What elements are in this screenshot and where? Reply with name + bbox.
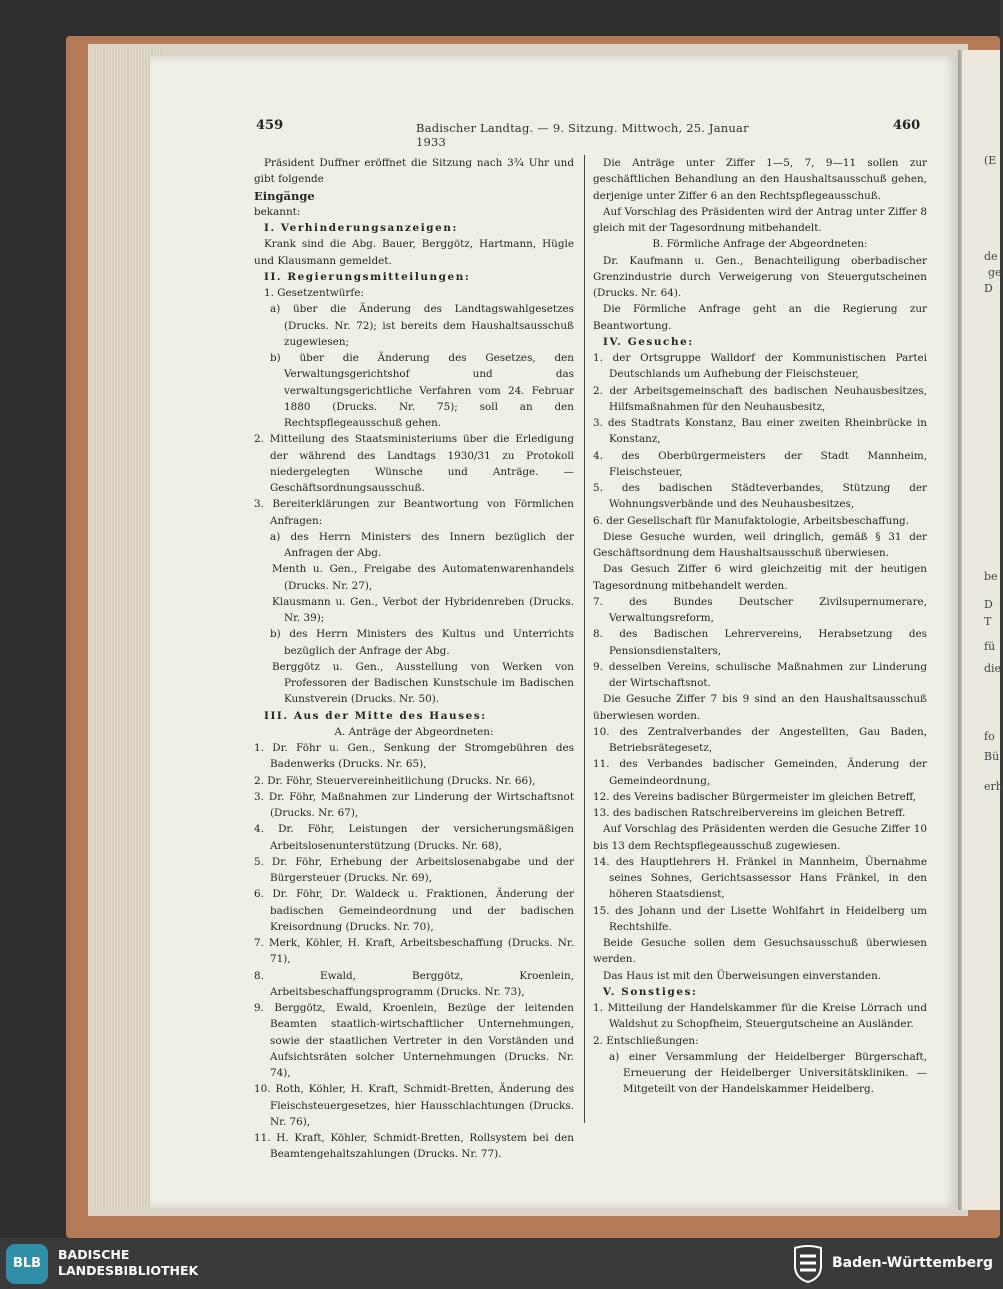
next-page-text: D xyxy=(984,598,993,611)
next-page-fragment xyxy=(962,50,1003,1210)
next-page-text: T xyxy=(984,615,992,628)
paragraph: Dr. Kaufmann u. Gen., Benachteiligung oberbadischer Grenzindustrie durch Verweigerung von Steuergutscheinen (Drucks. Nr. 64). xyxy=(593,254,927,299)
paragraph: 13. des badischen Ratschreibervereins im gleichen Betreff. xyxy=(593,807,906,819)
paragraph: Krank sind die Abg. Bauer, Berggötz, Hartmann, Hügle und Klausmann gemeldet. xyxy=(254,238,574,267)
paragraph: 5. des badischen Städteverbandes, Stützung der Wohnungsverbände und des Neuhausbesitzes, xyxy=(593,482,927,511)
paragraph: 1. Dr. Föhr u. Gen., Senkung der Stromgebühren des Badenwerks (Drucks. Nr. 65), xyxy=(254,742,574,771)
running-header: Badischer Landtag. — 9. Sitzung. Mittwoch, 25. Januar 1933 xyxy=(416,121,749,149)
paragraph: 6. der Gesellschaft für Manufaktologie, Arbeitsbeschaffung. xyxy=(593,514,909,527)
paragraph: Präsident Duffner eröffnet die Sitzung nach 3¾ Uhr und gibt folgende xyxy=(254,157,574,186)
paragraph: I. Verhinderungsanzeigen: xyxy=(264,222,458,234)
next-page-text: die xyxy=(984,662,1002,675)
paragraph: B. Förmliche Anfrage der Abgeordneten: xyxy=(652,238,868,251)
paragraph: II. Regierungsmitteilungen: xyxy=(264,270,471,283)
left-column xyxy=(254,155,574,1163)
paragraph: Klausmann u. Gen., Verbot der Hybridenreben (Drucks. Nr. 39); xyxy=(272,595,574,624)
paragraph: 2. Dr. Föhr, Steuervereinheitlichung (Drucks. Nr. 66), xyxy=(254,774,536,787)
paragraph: 10. des Zentralverbandes der Angestellten, Gau Baden, Betriebsrätegesetz, xyxy=(593,725,927,754)
paragraph: Auf Vorschlag des Präsidenten wird der Antrag unter Ziffer 8 gleich mit der Tagesordnung mitbehandelt. xyxy=(593,205,927,234)
paragraph: 8. Ewald, Berggötz, Kroenlein, Arbeitsbeschaffungsprogramm (Drucks. Nr. 73), xyxy=(254,969,574,998)
next-page-text: Bü xyxy=(984,750,1000,763)
blb-logo[interactable]: BLB xyxy=(6,1244,48,1284)
paragraph: 14. des Hauptlehrers H. Fränkel in Mannheim, Übernahme seines Sohnes, Gerichtsassessor Hans Fränkel, in den höheren Staatsdienst, xyxy=(593,855,927,901)
paragraph: Menth u. Gen., Freigabe des Automatenwarenhandels (Drucks. Nr. 27), xyxy=(272,563,574,592)
paragraph: 1. Gesetzentwürfe: xyxy=(264,287,364,299)
library-name-line2: LANDESBIBLIOTHEK xyxy=(58,1263,199,1278)
paragraph: 3. des Stadtrats Konstanz, Bau einer zweiten Rheinbrücke in Konstanz, xyxy=(593,417,927,446)
paragraph: 15. des Johann und der Lisette Wohlfahrt in Heidelberg um Rechtshilfe. xyxy=(593,904,927,933)
column-divider xyxy=(584,155,585,1123)
paragraph: 5. Dr. Föhr, Erhebung der Arbeitslosenabgabe und der Bürgersteuer (Drucks. Nr. 69), xyxy=(254,855,574,884)
paragraph: 11. des Verbandes badischer Gemeinden, Änderung der Gemeindeordnung, xyxy=(593,758,927,787)
paragraph: 1. der Ortsgruppe Walldorf der Kommunistischen Partei Deutschlands um Aufhebung der Fleischsteuer, xyxy=(593,352,927,381)
paragraph: 1. Mitteilung der Handelskammer für die Kreise Lörrach und Waldshut zu Schopfheim, Steuergutscheine an Ausländer. xyxy=(593,1002,927,1031)
next-page-text: be xyxy=(984,570,998,583)
paragraph: b) über die Änderung des Gesetzes, den Verwaltungsgerichtshof und das verwaltungsgerichtliche Verfahren vom 24. Februar 1880 (Drucks. Nr. 75); soll an den Rechtspflegeausschuß gehen. xyxy=(270,352,574,429)
paragraph: A. Anträge der Abgeordneten: xyxy=(334,725,494,738)
next-page-text: fo xyxy=(984,730,995,743)
library-name xyxy=(58,1247,198,1279)
right-column xyxy=(593,155,927,1098)
library-name-line1: BADISCHE xyxy=(58,1247,130,1262)
paragraph: 2. Mitteilung des Staatsministeriums über die Erledigung der während des Landtags 1930/31 zu Protokoll niedergelegten Wünsche und Anträge. — Geschäftsordnungsausschuß. xyxy=(254,433,574,494)
paragraph: Das Haus ist mit den Überweisungen einverstanden. xyxy=(603,969,882,982)
paragraph: a) des Herrn Ministers des Innern bezüglich der Anfragen der Abg. xyxy=(270,530,574,559)
paragraph: Beide Gesuche sollen dem Gesuchsausschuß überwiesen werden. xyxy=(593,937,927,966)
paragraph: 4. des Oberbürgermeisters der Stadt Mannheim, Fleischsteuer, xyxy=(593,449,927,478)
paragraph: 10. Roth, Köhler, H. Kraft, Schmidt-Bretten, Änderung des Fleischsteuergesetzes, hier Hausschlachtungen (Drucks. Nr. 76), xyxy=(254,1083,574,1128)
paragraph: 4. Dr. Föhr, Leistungen der versicherungsmäßigen Arbeitslosenunterstützung (Drucks. Nr. 68), xyxy=(254,823,574,852)
bw-coat-of-arms-icon xyxy=(792,1244,824,1284)
paragraph: IV. Gesuche: xyxy=(603,335,694,348)
page-number-left: 459 xyxy=(256,118,284,133)
paragraph: Die Anträge unter Ziffer 1—5, 7, 9—11 sollen zur geschäftlichen Behandlung an den Haushaltsausschuß gehen, derjenige unter Ziffer 6 an den Rechtspflegeausschuß. xyxy=(593,157,927,202)
paragraph: 11. H. Kraft, Köhler, Schmidt-Bretten, Rollsystem bei den Beamtengehaltszahlungen (Drucks. Nr. 77). xyxy=(254,1132,574,1161)
next-page-text: de xyxy=(984,250,998,263)
paragraph: Die Gesuche Ziffer 7 bis 9 sind an den Haushaltsausschuß überwiesen worden. xyxy=(593,693,927,722)
paragraph: V. Sonstiges: xyxy=(603,985,698,998)
state-name: Baden-Württemberg xyxy=(832,1255,994,1271)
paragraph: 2. der Arbeitsgemeinschaft des badischen Neuhausbesitzes, Hilfsmaßnahmen für den Neuhausbesitz, xyxy=(593,384,927,413)
paragraph: 3. Bereiterklärungen zur Beantwortung von Förmlichen Anfragen: xyxy=(254,498,574,527)
paragraph: 3. Dr. Föhr, Maßnahmen zur Linderung der Wirtschaftsnot (Drucks. Nr. 67), xyxy=(254,790,574,819)
paragraph: 8. des Badischen Lehrervereins, Herabsetzung des Pensionsdienstalters, xyxy=(593,628,927,657)
paragraph: 9. Berggötz, Ewald, Kroenlein, Bezüge der leitenden Beamten staatlich-wirtschaftlicher Unternehmungen, sowie der staatlichen Vertreter in den Vorständen und Aufsichtsräten solcher Unternehmungen (Drucks. Nr. 74), xyxy=(254,1002,574,1079)
next-page-text: ge xyxy=(988,266,1002,279)
next-page-text: D xyxy=(984,282,993,295)
page-number-right: 460 xyxy=(893,118,921,133)
paragraph: 7. des Bundes Deutscher Zivilsupernumerare, Verwaltungsreform, xyxy=(593,595,927,624)
paragraph: bekannt: xyxy=(254,205,301,218)
paragraph: III. Aus der Mitte des Hauses: xyxy=(264,709,487,722)
paragraph: 9. desselben Vereins, schulische Maßnahmen zur Linderung der Wirtschaftsnot. xyxy=(593,660,927,689)
paragraph: 7. Merk, Köhler, H. Kraft, Arbeitsbeschaffung (Drucks. Nr. 71), xyxy=(254,937,574,966)
paragraph: Auf Vorschlag des Präsidenten werden die Gesuche Ziffer 10 bis 13 dem Rechtspflegeausschuß zugewiesen. xyxy=(593,823,927,852)
paragraph: Diese Gesuche wurden, weil dringlich, gemäß § 31 der Geschäftsordnung dem Haushaltsausschuß überwiesen. xyxy=(593,530,927,559)
paragraph: 12. des Vereins badischer Bürgermeister im gleichen Betreff, xyxy=(593,790,917,803)
paragraph: a) über die Änderung des Landtagswahlgesetzes (Drucks. Nr. 72); ist bereits dem Haushaltsausschuß zugewiesen; xyxy=(270,303,574,348)
next-page-text: (E xyxy=(984,154,997,167)
paragraph: Eingänge xyxy=(254,188,315,203)
paragraph: b) des Herrn Ministers des Kultus und Unterrichts bezüglich der Anfrage der Abg. xyxy=(270,628,574,657)
paragraph: 2. Entschließungen: xyxy=(593,1034,699,1047)
paragraph: Die Förmliche Anfrage geht an die Regierung zur Beantwortung. xyxy=(593,303,927,332)
next-page-text: fü xyxy=(984,640,996,653)
paragraph: 6. Dr. Föhr, Dr. Waldeck u. Fraktionen, Änderung der badischen Gemeindeordnung und der badischen Kreisordnung (Drucks. Nr. 70), xyxy=(254,888,574,933)
paragraph: Berggötz u. Gen., Ausstellung von Werken von Professoren der Badischen Kunstschule im Badischen Kunstverein (Drucks. Nr. 50). xyxy=(272,660,574,706)
paragraph: a) einer Versammlung der Heidelberger Bürgerschaft, Erneuerung der Heidelberger Universitätskliniken. — Mitgeteilt von der Handelskammer Heidelberg. xyxy=(609,1050,927,1096)
paragraph: Das Gesuch Ziffer 6 wird gleichzeitig mit der heutigen Tagesordnung mitbehandelt werden. xyxy=(593,563,927,592)
next-page-text: erh xyxy=(984,780,1003,793)
